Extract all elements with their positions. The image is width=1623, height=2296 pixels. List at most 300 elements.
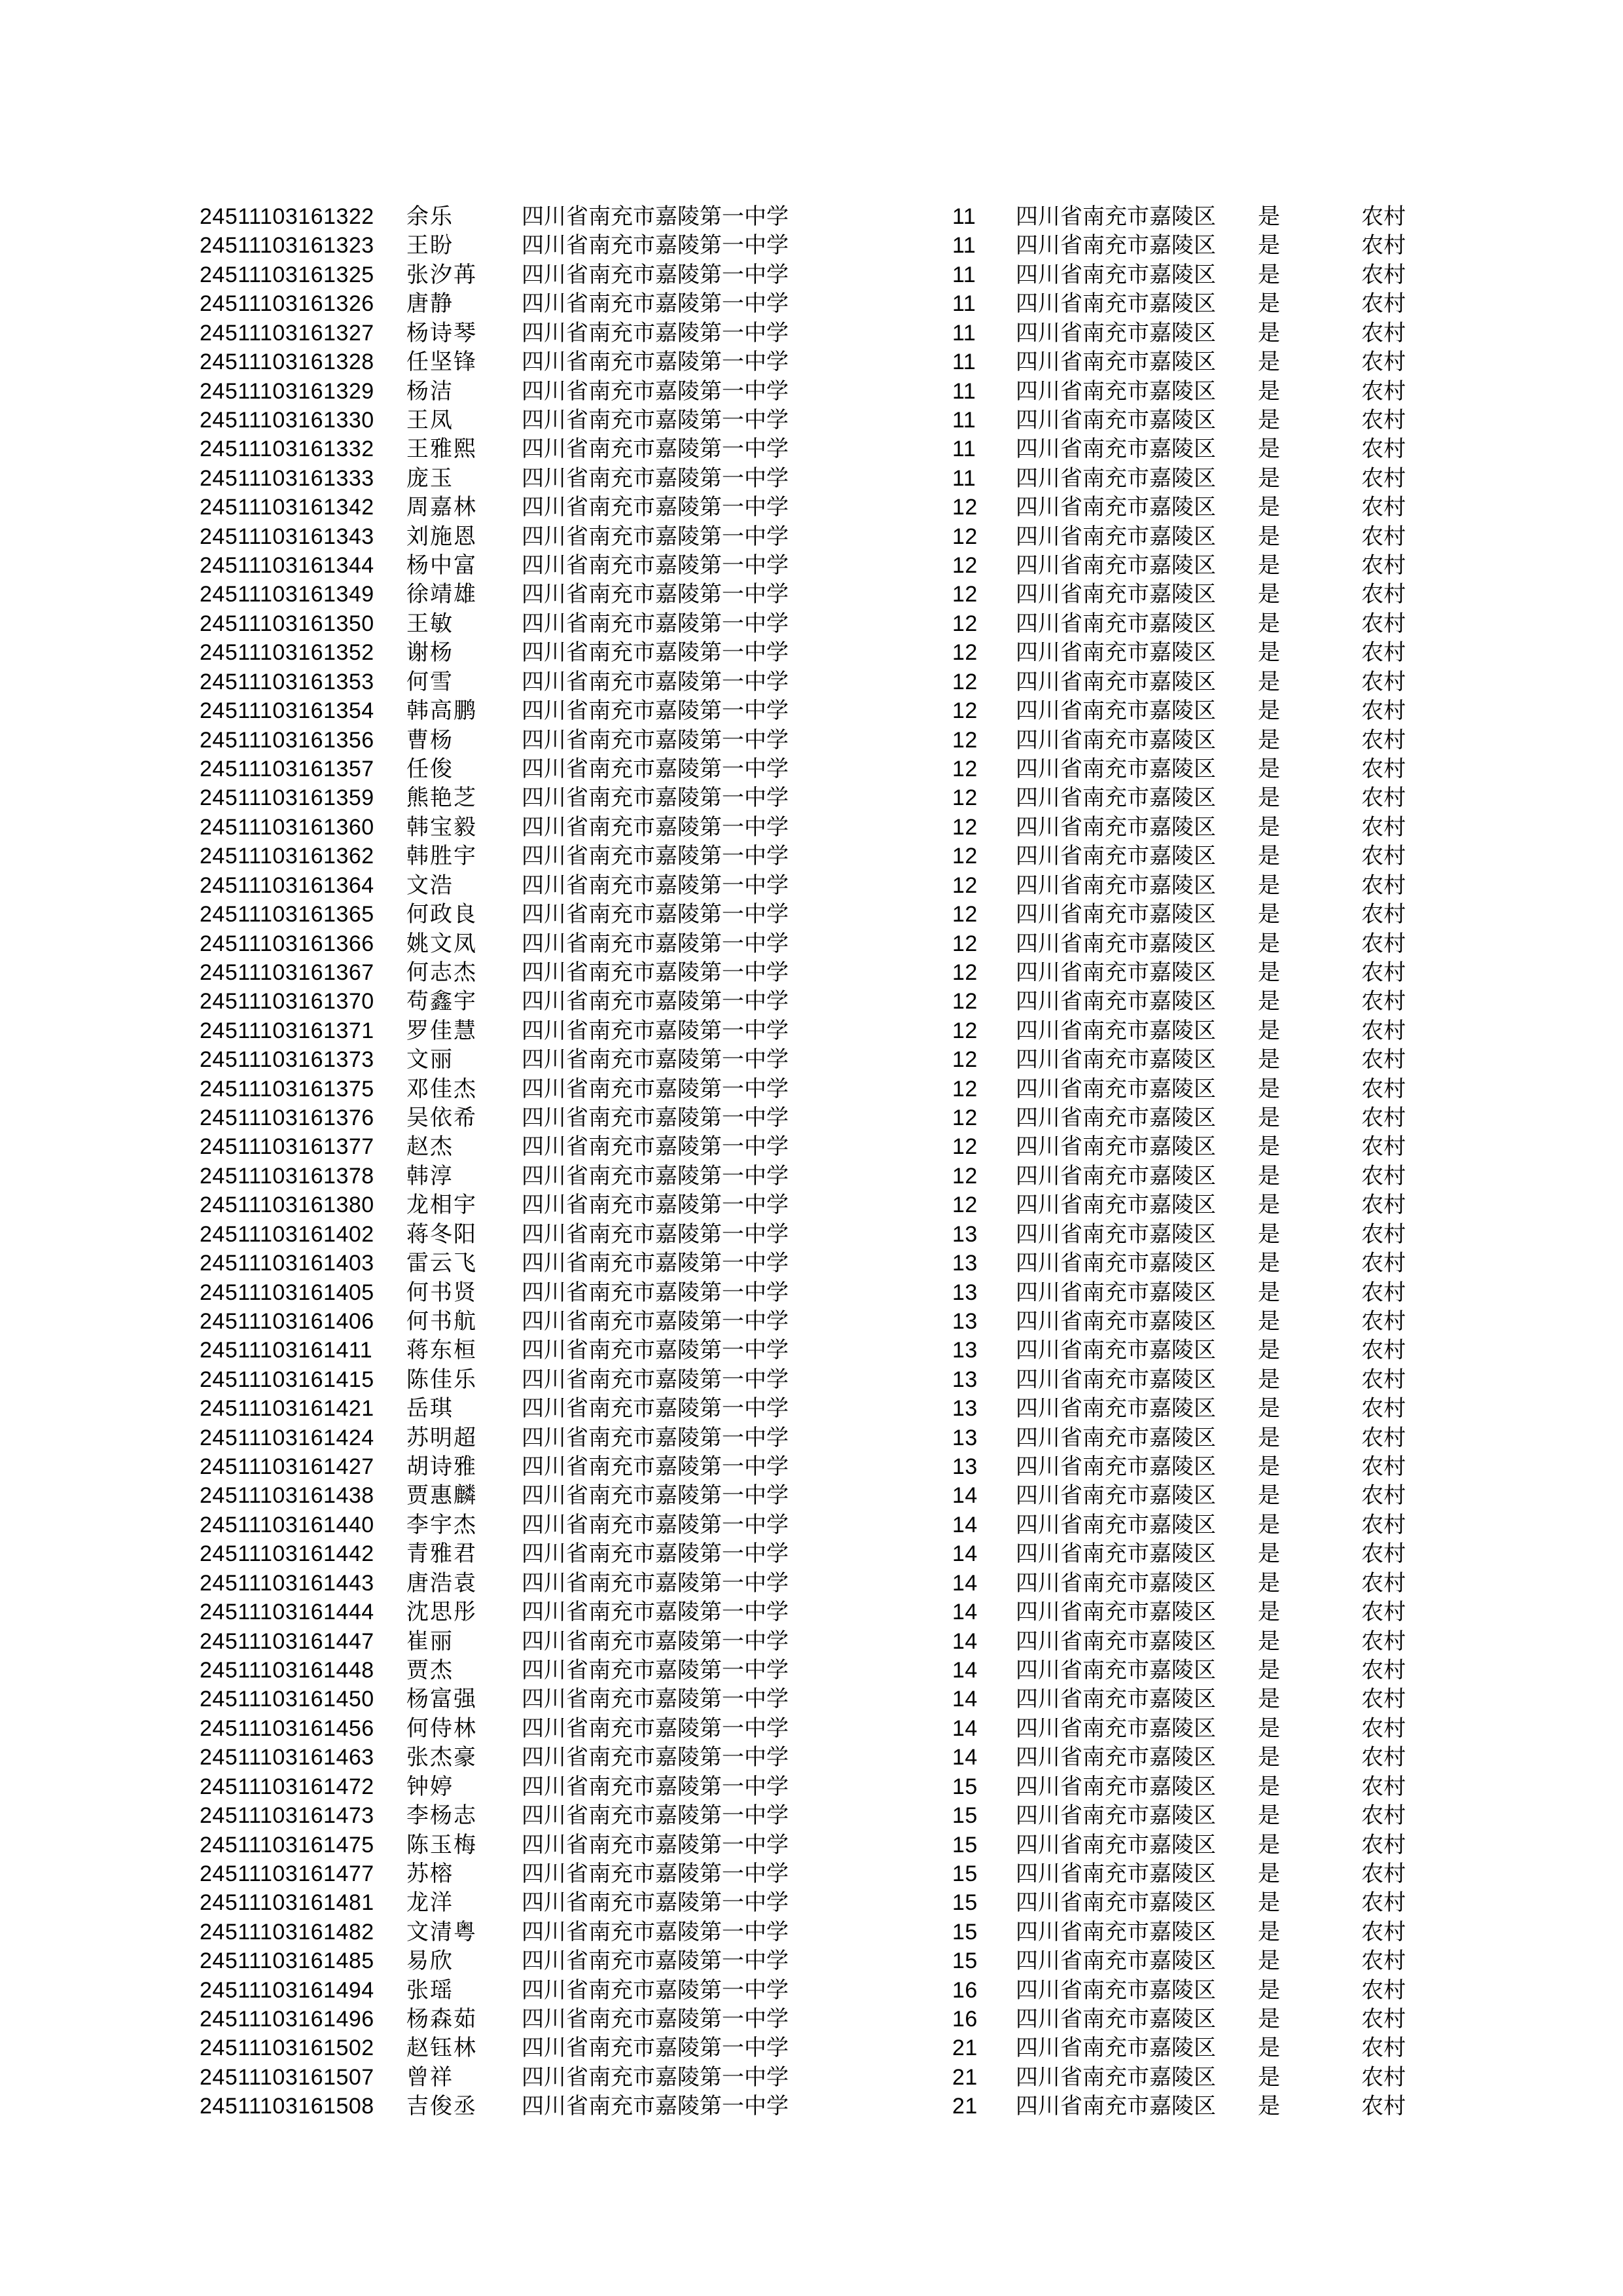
school-cell: 四川省南充市嘉陵第一中学 bbox=[522, 1048, 789, 1073]
school-cell: 四川省南充市嘉陵第一中学 bbox=[522, 844, 789, 869]
school-cell: 四川省南充市嘉陵第一中学 bbox=[522, 437, 789, 462]
flag-cell: 是 bbox=[1258, 1687, 1280, 1712]
flag-cell: 是 bbox=[1258, 815, 1280, 840]
student-id-cell: 24511103161322 bbox=[200, 204, 374, 229]
region-cell: 四川省南充市嘉陵区 bbox=[1016, 815, 1216, 840]
table-row bbox=[0, 696, 1623, 726]
region-cell: 四川省南充市嘉陵区 bbox=[1016, 786, 1216, 811]
flag-cell: 是 bbox=[1258, 1513, 1280, 1537]
name-cell: 邓佳杰 bbox=[406, 1077, 477, 1102]
flag-cell: 是 bbox=[1258, 1397, 1280, 1422]
name-cell: 文丽 bbox=[406, 1048, 454, 1073]
table-row bbox=[0, 929, 1623, 959]
name-cell: 姚文凤 bbox=[406, 931, 477, 956]
class-cell: 12 bbox=[952, 931, 978, 956]
name-cell: 龙洋 bbox=[406, 1891, 454, 1916]
name-cell: 刘施恩 bbox=[406, 524, 477, 549]
area-type-cell: 农村 bbox=[1361, 1804, 1406, 1829]
name-cell: 杨森茹 bbox=[406, 2007, 477, 2032]
table-row bbox=[0, 1278, 1623, 1308]
class-cell: 13 bbox=[952, 1425, 978, 1450]
class-cell: 12 bbox=[952, 785, 978, 811]
table-row bbox=[0, 522, 1623, 552]
class-cell: 21 bbox=[952, 2036, 978, 2061]
class-cell: 16 bbox=[952, 2007, 978, 2032]
table-row bbox=[0, 2005, 1623, 2034]
flag-cell: 是 bbox=[1258, 1949, 1280, 1974]
region-cell: 四川省南充市嘉陵区 bbox=[1016, 699, 1216, 724]
region-cell: 四川省南充市嘉陵区 bbox=[1016, 379, 1216, 404]
student-id-cell: 24511103161350 bbox=[200, 611, 374, 636]
name-cell: 王雅熙 bbox=[406, 437, 477, 462]
class-cell: 11 bbox=[952, 465, 976, 491]
table-row bbox=[0, 958, 1623, 988]
name-cell: 徐靖雄 bbox=[406, 583, 477, 607]
name-cell: 张汐苒 bbox=[406, 262, 477, 287]
school-cell: 四川省南充市嘉陵第一中学 bbox=[522, 1629, 789, 1654]
region-cell: 四川省南充市嘉陵区 bbox=[1016, 1861, 1216, 1886]
school-cell: 四川省南充市嘉陵第一中学 bbox=[522, 757, 789, 781]
area-type-cell: 农村 bbox=[1361, 1774, 1406, 1799]
area-type-cell: 农村 bbox=[1361, 641, 1406, 666]
class-cell: 13 bbox=[952, 1308, 978, 1334]
flag-cell: 是 bbox=[1258, 262, 1280, 287]
area-type-cell: 农村 bbox=[1361, 379, 1406, 404]
flag-cell: 是 bbox=[1258, 844, 1280, 869]
class-cell: 12 bbox=[952, 872, 978, 898]
flag-cell: 是 bbox=[1258, 2094, 1280, 2119]
student-id-cell: 24511103161378 bbox=[200, 1163, 374, 1189]
class-cell: 11 bbox=[952, 378, 976, 404]
student-id-cell: 24511103161444 bbox=[200, 1600, 374, 1625]
name-cell: 何侍林 bbox=[406, 1716, 477, 1741]
school-cell: 四川省南充市嘉陵第一中学 bbox=[522, 873, 789, 898]
name-cell: 龙相宇 bbox=[406, 1193, 477, 1218]
table-row bbox=[0, 1598, 1623, 1627]
table-row bbox=[0, 1946, 1623, 1976]
student-id-cell: 24511103161377 bbox=[200, 1134, 374, 1160]
student-id-cell: 24511103161442 bbox=[200, 1541, 374, 1567]
name-cell: 陈佳乐 bbox=[406, 1367, 477, 1392]
area-type-cell: 农村 bbox=[1361, 815, 1406, 840]
student-id-cell: 24511103161326 bbox=[200, 291, 374, 317]
school-cell: 四川省南充市嘉陵第一中学 bbox=[522, 1600, 789, 1625]
table-row bbox=[0, 580, 1623, 609]
class-cell: 12 bbox=[952, 1018, 978, 1043]
area-type-cell: 农村 bbox=[1361, 1135, 1406, 1160]
school-cell: 四川省南充市嘉陵第一中学 bbox=[522, 1774, 789, 1799]
name-cell: 曹杨 bbox=[406, 728, 454, 753]
school-cell: 四川省南充市嘉陵第一中学 bbox=[522, 1861, 789, 1886]
school-cell: 四川省南充市嘉陵第一中学 bbox=[522, 292, 789, 317]
student-id-cell: 24511103161473 bbox=[200, 1803, 374, 1829]
school-cell: 四川省南充市嘉陵第一中学 bbox=[522, 1077, 789, 1102]
table-row bbox=[0, 842, 1623, 871]
name-cell: 苟鑫宇 bbox=[406, 990, 477, 1014]
name-cell: 唐静 bbox=[406, 292, 454, 317]
flag-cell: 是 bbox=[1258, 931, 1280, 956]
class-cell: 14 bbox=[952, 1658, 978, 1683]
region-cell: 四川省南充市嘉陵区 bbox=[1016, 1106, 1216, 1131]
school-cell: 四川省南充市嘉陵第一中学 bbox=[522, 321, 789, 346]
region-cell: 四川省南充市嘉陵区 bbox=[1016, 1978, 1216, 2003]
region-cell: 四川省南充市嘉陵区 bbox=[1016, 1659, 1216, 1683]
class-cell: 11 bbox=[952, 320, 976, 346]
area-type-cell: 农村 bbox=[1361, 1746, 1406, 1770]
area-type-cell: 农村 bbox=[1361, 844, 1406, 869]
area-type-cell: 农村 bbox=[1361, 1193, 1406, 1218]
flag-cell: 是 bbox=[1258, 1629, 1280, 1654]
flag-cell: 是 bbox=[1258, 1891, 1280, 1916]
table-row bbox=[0, 1772, 1623, 1802]
region-cell: 四川省南充市嘉陵区 bbox=[1016, 466, 1216, 491]
class-cell: 15 bbox=[952, 1803, 978, 1829]
school-cell: 四川省南充市嘉陵第一中学 bbox=[522, 1018, 789, 1043]
student-id-cell: 24511103161366 bbox=[200, 931, 374, 956]
student-id-cell: 24511103161475 bbox=[200, 1832, 374, 1857]
student-id-cell: 24511103161360 bbox=[200, 814, 374, 840]
class-cell: 12 bbox=[952, 844, 978, 869]
student-id-cell: 24511103161354 bbox=[200, 698, 374, 724]
flag-cell: 是 bbox=[1258, 2065, 1280, 2090]
name-cell: 雷云飞 bbox=[406, 1251, 477, 1276]
flag-cell: 是 bbox=[1258, 321, 1280, 346]
school-cell: 四川省南充市嘉陵第一中学 bbox=[522, 379, 789, 404]
area-type-cell: 农村 bbox=[1361, 234, 1406, 259]
class-cell: 15 bbox=[952, 1948, 978, 1974]
flag-cell: 是 bbox=[1258, 466, 1280, 491]
flag-cell: 是 bbox=[1258, 379, 1280, 404]
table-row bbox=[0, 1801, 1623, 1831]
region-cell: 四川省南充市嘉陵区 bbox=[1016, 2094, 1216, 2119]
region-cell: 四川省南充市嘉陵区 bbox=[1016, 1949, 1216, 1974]
table-row bbox=[0, 813, 1623, 842]
class-cell: 12 bbox=[952, 524, 978, 549]
area-type-cell: 农村 bbox=[1361, 1861, 1406, 1886]
flag-cell: 是 bbox=[1258, 2007, 1280, 2032]
student-id-cell: 24511103161427 bbox=[200, 1454, 374, 1480]
name-cell: 李杨志 bbox=[406, 1804, 477, 1829]
area-type-cell: 农村 bbox=[1361, 1513, 1406, 1537]
school-cell: 四川省南充市嘉陵第一中学 bbox=[522, 960, 789, 985]
region-cell: 四川省南充市嘉陵区 bbox=[1016, 1629, 1216, 1654]
region-cell: 四川省南充市嘉陵区 bbox=[1016, 1484, 1216, 1509]
flag-cell: 是 bbox=[1258, 1164, 1280, 1189]
flag-cell: 是 bbox=[1258, 583, 1280, 607]
table-row bbox=[0, 1569, 1623, 1598]
region-cell: 四川省南充市嘉陵区 bbox=[1016, 873, 1216, 898]
area-type-cell: 农村 bbox=[1361, 903, 1406, 927]
name-cell: 唐浩袁 bbox=[406, 1571, 477, 1596]
class-cell: 14 bbox=[952, 1687, 978, 1712]
class-cell: 21 bbox=[952, 2064, 978, 2090]
class-cell: 11 bbox=[952, 204, 976, 229]
school-cell: 四川省南充市嘉陵第一中学 bbox=[522, 1222, 789, 1247]
school-cell: 四川省南充市嘉陵第一中学 bbox=[522, 931, 789, 956]
student-id-cell: 24511103161375 bbox=[200, 1076, 374, 1102]
flag-cell: 是 bbox=[1258, 757, 1280, 781]
area-type-cell: 农村 bbox=[1361, 1397, 1406, 1422]
flag-cell: 是 bbox=[1258, 1861, 1280, 1886]
class-cell: 12 bbox=[952, 553, 978, 579]
flag-cell: 是 bbox=[1258, 1426, 1280, 1450]
table-row bbox=[0, 638, 1623, 668]
table-row bbox=[0, 1888, 1623, 1918]
region-cell: 四川省南充市嘉陵区 bbox=[1016, 990, 1216, 1014]
area-type-cell: 农村 bbox=[1361, 1716, 1406, 1741]
flag-cell: 是 bbox=[1258, 1222, 1280, 1247]
class-cell: 12 bbox=[952, 611, 978, 636]
name-cell: 蒋冬阳 bbox=[406, 1222, 477, 1247]
region-cell: 四川省南充市嘉陵区 bbox=[1016, 2065, 1216, 2090]
school-cell: 四川省南充市嘉陵第一中学 bbox=[522, 466, 789, 491]
class-cell: 13 bbox=[952, 1221, 978, 1247]
name-cell: 周嘉林 bbox=[406, 495, 477, 520]
flag-cell: 是 bbox=[1258, 611, 1280, 636]
region-cell: 四川省南充市嘉陵区 bbox=[1016, 670, 1216, 694]
area-type-cell: 农村 bbox=[1361, 1542, 1406, 1567]
table-row bbox=[0, 1394, 1623, 1424]
name-cell: 韩宝毅 bbox=[406, 815, 477, 840]
name-cell: 张杰豪 bbox=[406, 1746, 477, 1770]
school-cell: 四川省南充市嘉陵第一中学 bbox=[522, 699, 789, 724]
name-cell: 苏榕 bbox=[406, 1861, 454, 1886]
class-cell: 13 bbox=[952, 1367, 978, 1392]
area-type-cell: 农村 bbox=[1361, 495, 1406, 520]
flag-cell: 是 bbox=[1258, 960, 1280, 985]
region-cell: 四川省南充市嘉陵区 bbox=[1016, 1309, 1216, 1334]
student-id-cell: 24511103161353 bbox=[200, 669, 374, 694]
flag-cell: 是 bbox=[1258, 1600, 1280, 1625]
student-id-cell: 24511103161508 bbox=[200, 2094, 374, 2119]
region-cell: 四川省南充市嘉陵区 bbox=[1016, 524, 1216, 549]
student-id-cell: 24511103161402 bbox=[200, 1221, 374, 1247]
region-cell: 四川省南充市嘉陵区 bbox=[1016, 1397, 1216, 1422]
class-cell: 13 bbox=[952, 1454, 978, 1480]
area-type-cell: 农村 bbox=[1361, 437, 1406, 462]
table-row bbox=[0, 1220, 1623, 1249]
table-row bbox=[0, 1365, 1623, 1395]
region-cell: 四川省南充市嘉陵区 bbox=[1016, 1455, 1216, 1480]
name-cell: 沈思彤 bbox=[406, 1600, 477, 1625]
area-type-cell: 农村 bbox=[1361, 1280, 1406, 1305]
area-type-cell: 农村 bbox=[1361, 583, 1406, 607]
student-id-cell: 24511103161325 bbox=[200, 262, 374, 287]
school-cell: 四川省南充市嘉陵第一中学 bbox=[522, 1513, 789, 1537]
class-cell: 12 bbox=[952, 1163, 978, 1189]
table-row bbox=[0, 871, 1623, 901]
school-cell: 四川省南充市嘉陵第一中学 bbox=[522, 1978, 789, 2003]
region-cell: 四川省南充市嘉陵区 bbox=[1016, 728, 1216, 753]
name-cell: 陈玉梅 bbox=[406, 1833, 477, 1857]
school-cell: 四川省南充市嘉陵第一中学 bbox=[522, 990, 789, 1014]
student-id-cell: 24511103161421 bbox=[200, 1396, 374, 1422]
class-cell: 14 bbox=[952, 1600, 978, 1625]
class-cell: 12 bbox=[952, 902, 978, 927]
region-cell: 四川省南充市嘉陵区 bbox=[1016, 844, 1216, 869]
flag-cell: 是 bbox=[1258, 1833, 1280, 1857]
class-cell: 15 bbox=[952, 1832, 978, 1857]
area-type-cell: 农村 bbox=[1361, 1367, 1406, 1392]
region-cell: 四川省南充市嘉陵区 bbox=[1016, 262, 1216, 287]
name-cell: 韩淳 bbox=[406, 1164, 454, 1189]
flag-cell: 是 bbox=[1258, 1542, 1280, 1567]
area-type-cell: 农村 bbox=[1361, 1629, 1406, 1654]
flag-cell: 是 bbox=[1258, 1367, 1280, 1392]
student-id-cell: 24511103161502 bbox=[200, 2036, 374, 2061]
region-cell: 四川省南充市嘉陵区 bbox=[1016, 1251, 1216, 1276]
student-id-cell: 24511103161481 bbox=[200, 1890, 374, 1916]
area-type-cell: 农村 bbox=[1361, 786, 1406, 811]
name-cell: 文浩 bbox=[406, 873, 454, 898]
region-cell: 四川省南充市嘉陵区 bbox=[1016, 641, 1216, 666]
area-type-cell: 农村 bbox=[1361, 757, 1406, 781]
name-cell: 文清粤 bbox=[406, 1920, 477, 1945]
table-row bbox=[0, 1075, 1623, 1104]
flag-cell: 是 bbox=[1258, 670, 1280, 694]
flag-cell: 是 bbox=[1258, 1716, 1280, 1741]
class-cell: 13 bbox=[952, 1396, 978, 1422]
region-cell: 四川省南充市嘉陵区 bbox=[1016, 1018, 1216, 1043]
area-type-cell: 农村 bbox=[1361, 1222, 1406, 1247]
name-cell: 何志杰 bbox=[406, 960, 477, 985]
flag-cell: 是 bbox=[1258, 1571, 1280, 1596]
area-type-cell: 农村 bbox=[1361, 1949, 1406, 1974]
flag-cell: 是 bbox=[1258, 1774, 1280, 1799]
region-cell: 四川省南充市嘉陵区 bbox=[1016, 1077, 1216, 1102]
region-cell: 四川省南充市嘉陵区 bbox=[1016, 757, 1216, 781]
school-cell: 四川省南充市嘉陵第一中学 bbox=[522, 611, 789, 636]
area-type-cell: 农村 bbox=[1361, 931, 1406, 956]
table-row bbox=[0, 406, 1623, 435]
class-cell: 12 bbox=[952, 989, 978, 1014]
region-cell: 四川省南充市嘉陵区 bbox=[1016, 350, 1216, 375]
student-id-cell: 24511103161365 bbox=[200, 902, 374, 927]
table-row bbox=[0, 1685, 1623, 1714]
area-type-cell: 农村 bbox=[1361, 1600, 1406, 1625]
school-cell: 四川省南充市嘉陵第一中学 bbox=[522, 1280, 789, 1305]
school-cell: 四川省南充市嘉陵第一中学 bbox=[522, 1135, 789, 1160]
class-cell: 12 bbox=[952, 1134, 978, 1160]
area-type-cell: 农村 bbox=[1361, 1077, 1406, 1102]
name-cell: 岳琪 bbox=[406, 1397, 454, 1422]
table-row bbox=[0, 1103, 1623, 1133]
region-cell: 四川省南充市嘉陵区 bbox=[1016, 2007, 1216, 2032]
area-type-cell: 农村 bbox=[1361, 873, 1406, 898]
area-type-cell: 农村 bbox=[1361, 611, 1406, 636]
flag-cell: 是 bbox=[1258, 1106, 1280, 1131]
table-row bbox=[0, 755, 1623, 784]
name-cell: 韩高鹏 bbox=[406, 699, 477, 724]
table-row bbox=[0, 1016, 1623, 1046]
table-row bbox=[0, 1511, 1623, 1540]
flag-cell: 是 bbox=[1258, 1193, 1280, 1218]
table-row bbox=[0, 1976, 1623, 2005]
student-id-cell: 24511103161507 bbox=[200, 2064, 374, 2090]
school-cell: 四川省南充市嘉陵第一中学 bbox=[522, 1891, 789, 1916]
school-cell: 四川省南充市嘉陵第一中学 bbox=[522, 234, 789, 259]
school-cell: 四川省南充市嘉陵第一中学 bbox=[522, 1833, 789, 1857]
class-cell: 11 bbox=[952, 350, 976, 375]
area-type-cell: 农村 bbox=[1361, 1571, 1406, 1596]
area-type-cell: 农村 bbox=[1361, 1018, 1406, 1043]
student-id-cell: 24511103161323 bbox=[200, 233, 374, 259]
flag-cell: 是 bbox=[1258, 990, 1280, 1014]
region-cell: 四川省南充市嘉陵区 bbox=[1016, 292, 1216, 317]
area-type-cell: 农村 bbox=[1361, 1455, 1406, 1480]
name-cell: 何雪 bbox=[406, 670, 454, 694]
school-cell: 四川省南充市嘉陵第一中学 bbox=[522, 1542, 789, 1567]
table-row bbox=[0, 2092, 1623, 2121]
school-cell: 四川省南充市嘉陵第一中学 bbox=[522, 1804, 789, 1829]
name-cell: 崔丽 bbox=[406, 1629, 454, 1654]
region-cell: 四川省南充市嘉陵区 bbox=[1016, 1542, 1216, 1567]
class-cell: 13 bbox=[952, 1338, 978, 1363]
area-type-cell: 农村 bbox=[1361, 1484, 1406, 1509]
school-cell: 四川省南充市嘉陵第一中学 bbox=[522, 670, 789, 694]
table-row bbox=[0, 1162, 1623, 1191]
region-cell: 四川省南充市嘉陵区 bbox=[1016, 611, 1216, 636]
area-type-cell: 农村 bbox=[1361, 1891, 1406, 1916]
area-type-cell: 农村 bbox=[1361, 350, 1406, 375]
flag-cell: 是 bbox=[1258, 408, 1280, 433]
region-cell: 四川省南充市嘉陵区 bbox=[1016, 1193, 1216, 1218]
region-cell: 四川省南充市嘉陵区 bbox=[1016, 1920, 1216, 1945]
name-cell: 杨中富 bbox=[406, 554, 477, 579]
school-cell: 四川省南充市嘉陵第一中学 bbox=[522, 1746, 789, 1770]
class-cell: 15 bbox=[952, 1861, 978, 1886]
name-cell: 蒋东桓 bbox=[406, 1338, 477, 1363]
table-row bbox=[0, 1627, 1623, 1657]
table-row bbox=[0, 900, 1623, 929]
table-row bbox=[0, 609, 1623, 639]
school-cell: 四川省南充市嘉陵第一中学 bbox=[522, 554, 789, 579]
region-cell: 四川省南充市嘉陵区 bbox=[1016, 1746, 1216, 1770]
class-cell: 15 bbox=[952, 1890, 978, 1916]
student-id-cell: 24511103161380 bbox=[200, 1193, 374, 1218]
name-cell: 胡诗雅 bbox=[406, 1455, 477, 1480]
area-type-cell: 农村 bbox=[1361, 1106, 1406, 1131]
class-cell: 12 bbox=[952, 814, 978, 840]
class-cell: 14 bbox=[952, 1570, 978, 1596]
area-type-cell: 农村 bbox=[1361, 1251, 1406, 1276]
school-cell: 四川省南充市嘉陵第一中学 bbox=[522, 641, 789, 666]
flag-cell: 是 bbox=[1258, 1135, 1280, 1160]
area-type-cell: 农村 bbox=[1361, 1426, 1406, 1450]
region-cell: 四川省南充市嘉陵区 bbox=[1016, 205, 1216, 229]
area-type-cell: 农村 bbox=[1361, 728, 1406, 753]
table-row bbox=[0, 1307, 1623, 1336]
area-type-cell: 农村 bbox=[1361, 2007, 1406, 2032]
region-cell: 四川省南充市嘉陵区 bbox=[1016, 931, 1216, 956]
flag-cell: 是 bbox=[1258, 1018, 1280, 1043]
school-cell: 四川省南充市嘉陵第一中学 bbox=[522, 1251, 789, 1276]
area-type-cell: 农村 bbox=[1361, 1338, 1406, 1363]
name-cell: 贾杰 bbox=[406, 1659, 454, 1683]
name-cell: 王敏 bbox=[406, 611, 454, 636]
student-id-cell: 24511103161344 bbox=[200, 553, 374, 579]
flag-cell: 是 bbox=[1258, 2036, 1280, 2061]
region-cell: 四川省南充市嘉陵区 bbox=[1016, 1338, 1216, 1363]
table-row bbox=[0, 1831, 1623, 1860]
area-type-cell: 农村 bbox=[1361, 408, 1406, 433]
name-cell: 苏明超 bbox=[406, 1426, 477, 1450]
school-cell: 四川省南充市嘉陵第一中学 bbox=[522, 1455, 789, 1480]
region-cell: 四川省南充市嘉陵区 bbox=[1016, 1891, 1216, 1916]
class-cell: 12 bbox=[952, 582, 978, 607]
region-cell: 四川省南充市嘉陵区 bbox=[1016, 2036, 1216, 2061]
table-row bbox=[0, 1249, 1623, 1278]
